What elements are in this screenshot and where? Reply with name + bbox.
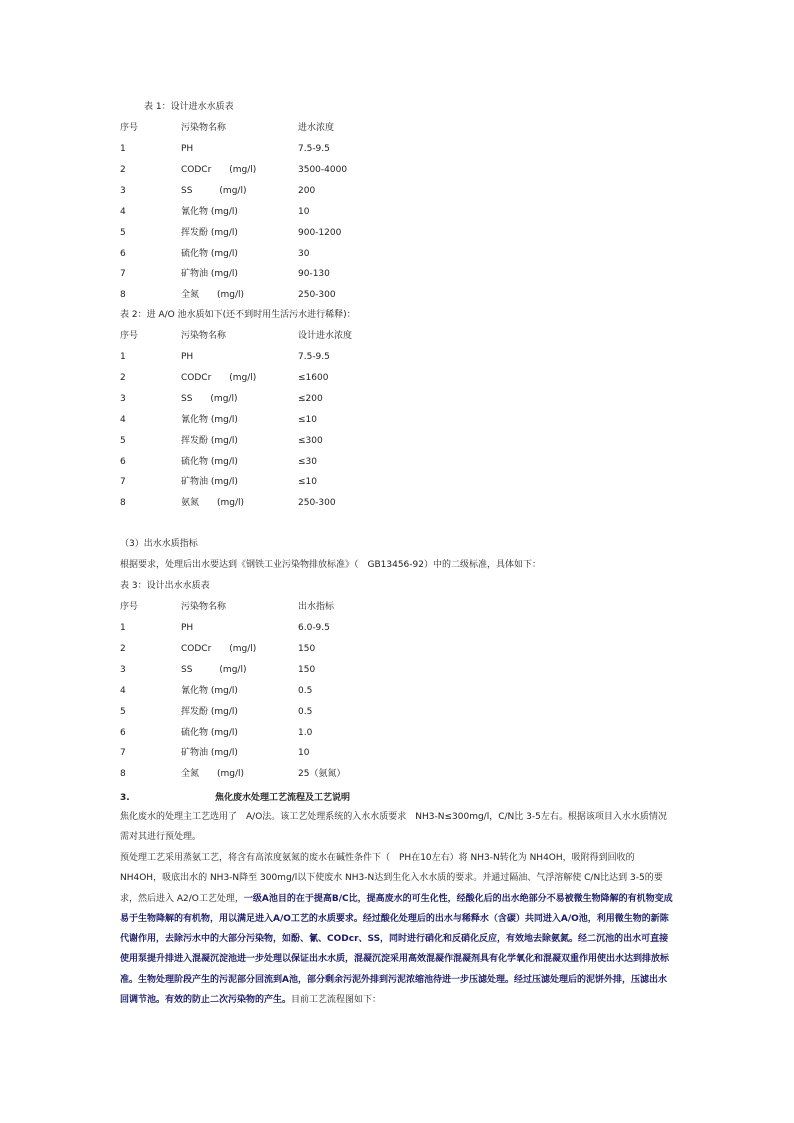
- table3-cell-value: 150: [298, 643, 316, 654]
- table3-cell-name: CODCr (mg/l): [181, 643, 257, 654]
- table1-header-value: 进水浓度: [298, 123, 335, 133]
- table3-cell-no: 5: [120, 706, 126, 717]
- table3-header-value: 出水指标: [298, 602, 335, 612]
- chapter-number: 3.: [120, 793, 130, 803]
- paragraph-flowchart-lead: 目前工艺流程图如下：: [291, 995, 382, 1006]
- table2-cell-name: SS (mg/l): [181, 393, 238, 404]
- table1-cell-value: 200: [298, 185, 316, 196]
- table2-cell-name: 硫化物 (mg/l): [181, 456, 238, 467]
- table3-cell-no: 4: [120, 685, 126, 696]
- table1-header-name: 污染物名称: [181, 123, 227, 133]
- table1-cell-no: 7: [120, 269, 126, 280]
- table1-cell-no: 4: [120, 206, 126, 217]
- table2-caption: 表 2：进 A/O 池水质如下(还不到时用生活污水进行稀释)：: [120, 310, 356, 320]
- table2-cell-value: ≤10: [298, 414, 317, 425]
- table1-cell-value: 30: [298, 248, 310, 259]
- table2-cell-name: 矿物油 (mg/l): [181, 477, 238, 488]
- table2-cell-name: PH: [181, 352, 194, 362]
- table2-cell-value: ≤1600: [298, 372, 329, 383]
- table3-cell-no: 2: [120, 643, 126, 654]
- table2-cell-no: 1: [120, 352, 126, 362]
- table1-cell-value: 900-1200: [298, 227, 342, 238]
- table2-cell-name: 氰化物 (mg/l): [181, 414, 238, 425]
- table2-cell-value: ≤30: [298, 456, 317, 467]
- table2-cell-no: 5: [120, 435, 126, 446]
- table1-cell-name: 矿物油 (mg/l): [181, 269, 238, 280]
- table2-header-name: 污染物名称: [181, 331, 227, 341]
- table1-header-no: 序号: [120, 123, 139, 133]
- table3-header-no: 序号: [120, 602, 139, 612]
- table2-cell-no: 3: [120, 393, 126, 404]
- table3-cell-name: 氰化物 (mg/l): [181, 685, 238, 696]
- table3-header-name: 污染物名称: [181, 602, 227, 612]
- table2-cell-no: 6: [120, 456, 126, 467]
- table1-cell-value: 3500-4000: [298, 164, 348, 175]
- table3-cell-name: PH: [181, 623, 194, 633]
- table1-cell-name: PH: [181, 144, 194, 154]
- table3-cell-name: SS (mg/l): [181, 664, 247, 675]
- table1-caption: 表 1：设计进水水质表: [144, 102, 234, 112]
- table2-cell-value: ≤200: [298, 393, 323, 404]
- table3-cell-value: 150: [298, 664, 316, 675]
- table1-cell-value: 10: [298, 206, 310, 217]
- table1-cell-no: 6: [120, 248, 126, 259]
- table1-cell-name: SS (mg/l): [181, 185, 247, 196]
- table2-header-value: 设计进水浓度: [298, 331, 353, 341]
- table3-cell-value: 10: [298, 748, 310, 759]
- table1-cell-no: 8: [120, 290, 126, 301]
- table2-cell-name: CODCr (mg/l): [181, 372, 257, 383]
- table2-cell-value: 250-300: [298, 498, 336, 509]
- table3-cell-value: 0.5: [298, 706, 313, 717]
- table1-cell-value: 90-130: [298, 269, 330, 280]
- paragraph-ao-text: 一级A池目的在于提高B/C比，提高废水的可生化性，经酸化后的出水绝部分不易被微生物降解的有机物变成易于生物降解的有机物，用以满足进入A/O工艺的水质要求。经过酸化处理后的出水与稀释水（含碳）共同进入A/O池，利用微生物的新陈代谢作用，去除污水中的大部分污染物，如酚、氰、CODcr、SS，同时进行硝化和反硝化反应，有效地去除氨氮。经二沉池的出水可直接使用泵提升排进入混凝沉淀池进一步处理以保证出水水质，混凝沉淀采用高效混凝作混凝剂具有化学氧化和混凝双重作用使出水达到排放标准。生物处理阶段产生的污泥部分回流到A池，部分剩余污泥外排到污泥浓缩池待进一步压滤处理。经过压滤处理后的泥饼外排，压滤出水回调节池。有效的防止二次污染物的产生。: [120, 893, 673, 1006]
- table1-cell-no: 3: [120, 185, 126, 196]
- table1-cell-value: 250-300: [298, 290, 336, 301]
- table1-cell-no: 5: [120, 227, 126, 238]
- table1-cell-no: 1: [120, 144, 126, 154]
- table3-cell-no: 6: [120, 727, 126, 738]
- table3-cell-no: 8: [120, 769, 126, 780]
- paragraph-process-detail: [120, 848, 675, 1010]
- table2-cell-no: 8: [120, 498, 126, 509]
- section3-heading: （3）出水水质指标: [120, 539, 198, 549]
- table2-cell-name: 挥发酚 (mg/l): [181, 435, 238, 446]
- table2-cell-name: 氨氮 (mg/l): [181, 498, 245, 509]
- table3-cell-name: 矿物油 (mg/l): [181, 748, 238, 759]
- table3-cell-name: 全氮 (mg/l): [181, 769, 245, 780]
- table3-cell-no: 1: [120, 623, 126, 633]
- chapter-title: 焦化废水处理工艺流程及工艺说明: [215, 793, 351, 803]
- table3-cell-name: 挥发酚 (mg/l): [181, 706, 238, 717]
- table1-cell-name: 硫化物 (mg/l): [181, 248, 238, 259]
- paragraph-process-intro: 焦化废水的处理主工艺选用了 A/O法。该工艺处理系统的入水水质要求 NH3-N≤300mg/l，C/N比 3-5左右。根据该项目入水水质情况需对其进行预处理。: [120, 812, 667, 843]
- table3-cell-name: 硫化物 (mg/l): [181, 727, 238, 738]
- table2-cell-no: 2: [120, 372, 126, 383]
- table3-caption: 表 3：设计出水水质表: [120, 581, 210, 591]
- table2-cell-no: 4: [120, 414, 126, 425]
- paragraph-pretreatment-text: 预处理工艺采用蒸氨工艺，将含有高浓度氨氮的废水在碱性条件下（ PH在10左右）将 NH3-N转化为 NH4OH，吸附得到回收的 NH4OH，吸底出水的 NH3-N降至 300mg/l以下使废水 NH3-N达到生化入水水质的要求。并通过隔油、气浮溶解使 C/N比达到 3-5的要求，然后进入 A2/O工艺处理，: [120, 853, 663, 904]
- section3-intro: 根据要求，处理后出水要达到《钢铁工业污染物排放标准》（ GB13456-92）中的二级标准，具体如下：: [120, 560, 541, 570]
- table2-cell-value: 7.5-9.5: [298, 352, 330, 362]
- table1-cell-name: 挥发酚 (mg/l): [181, 227, 238, 238]
- table1-cell-value: 7.5-9.5: [298, 144, 330, 154]
- table1-cell-name: 全氮 (mg/l): [181, 290, 245, 301]
- table2-cell-value: ≤300: [298, 435, 323, 446]
- table3-cell-value: 0.5: [298, 685, 313, 696]
- table3-cell-no: 7: [120, 748, 126, 759]
- table1-cell-name: 氰化物 (mg/l): [181, 206, 238, 217]
- table1-cell-no: 2: [120, 164, 126, 175]
- table3-cell-value: 1.0: [298, 727, 313, 738]
- table2-cell-value: ≤10: [298, 477, 317, 488]
- table2-header-no: 序号: [120, 331, 139, 341]
- table1-cell-name: CODCr (mg/l): [181, 164, 257, 175]
- table3-cell-value: 6.0-9.5: [298, 623, 330, 633]
- table3-cell-no: 3: [120, 664, 126, 675]
- table3-cell-value: 25（氨氮）: [298, 769, 346, 780]
- table2-cell-no: 7: [120, 477, 126, 488]
